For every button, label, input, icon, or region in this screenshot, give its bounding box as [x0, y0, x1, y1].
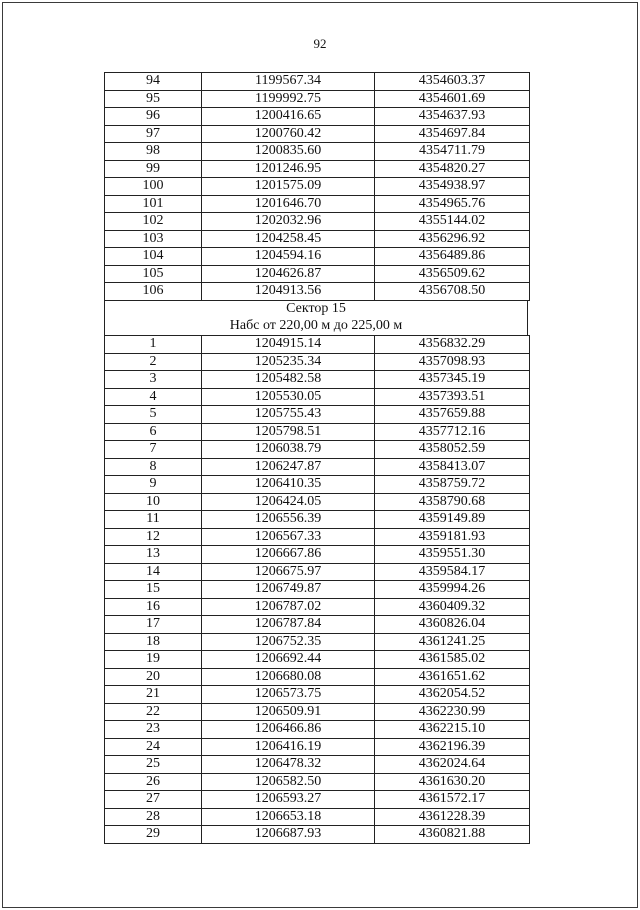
- point-number-cell: 24: [105, 738, 202, 756]
- table-row: [105, 423, 530, 441]
- point-number-cell: 16: [105, 598, 202, 616]
- y-coordinate-cell: 4356489.86: [375, 248, 530, 266]
- table-body: [105, 73, 530, 301]
- y-coordinate-cell: 4354601.69: [375, 90, 530, 108]
- table-row: [105, 371, 530, 389]
- table-row: [105, 651, 530, 669]
- x-coordinate-cell: 1202032.96: [202, 213, 375, 231]
- x-coordinate-cell: 1205482.58: [202, 371, 375, 389]
- x-coordinate-cell: 1206752.35: [202, 633, 375, 651]
- table-row: [105, 125, 530, 143]
- y-coordinate-cell: 4354820.27: [375, 160, 530, 178]
- x-coordinate-cell: 1206416.19: [202, 738, 375, 756]
- point-number-cell: 19: [105, 651, 202, 669]
- y-coordinate-cell: 4361630.20: [375, 773, 530, 791]
- y-coordinate-cell: 4358759.72: [375, 476, 530, 494]
- y-coordinate-cell: 4355144.02: [375, 213, 530, 231]
- x-coordinate-cell: 1206567.33: [202, 528, 375, 546]
- x-coordinate-cell: 1206247.87: [202, 458, 375, 476]
- x-coordinate-cell: 1206466.86: [202, 721, 375, 739]
- y-coordinate-cell: 4356832.29: [375, 336, 530, 354]
- table-row: [105, 703, 530, 721]
- point-number-cell: 14: [105, 563, 202, 581]
- sector-title: Сектор 15: [286, 301, 346, 316]
- table-row: [105, 90, 530, 108]
- y-coordinate-cell: 4361572.17: [375, 791, 530, 809]
- point-number-cell: 13: [105, 546, 202, 564]
- x-coordinate-cell: 1199992.75: [202, 90, 375, 108]
- point-number-cell: 9: [105, 476, 202, 494]
- point-number-cell: 5: [105, 406, 202, 424]
- y-coordinate-cell: 4362230.99: [375, 703, 530, 721]
- sector-subtitle: Набс от 220,00 м до 225,00 м: [229, 318, 403, 333]
- point-number-cell: 4: [105, 388, 202, 406]
- y-coordinate-cell: 4357345.19: [375, 371, 530, 389]
- y-coordinate-cell: 4359149.89: [375, 511, 530, 529]
- x-coordinate-cell: 1201246.95: [202, 160, 375, 178]
- x-coordinate-cell: 1200760.42: [202, 125, 375, 143]
- point-number-cell: 11: [105, 511, 202, 529]
- table-row: [105, 528, 530, 546]
- point-number-cell: 12: [105, 528, 202, 546]
- table-row: [105, 388, 530, 406]
- x-coordinate-cell: 1205798.51: [202, 423, 375, 441]
- table-row: [105, 336, 530, 354]
- x-coordinate-cell: 1200835.60: [202, 143, 375, 161]
- y-coordinate-cell: 4357393.51: [375, 388, 530, 406]
- table-row: [105, 213, 530, 231]
- x-coordinate-cell: 1206478.32: [202, 756, 375, 774]
- y-coordinate-cell: 4356509.62: [375, 265, 530, 283]
- point-number-cell: 15: [105, 581, 202, 599]
- point-number-cell: 103: [105, 230, 202, 248]
- point-number-cell: 27: [105, 791, 202, 809]
- point-number-cell: 28: [105, 808, 202, 826]
- y-coordinate-cell: 4354697.84: [375, 125, 530, 143]
- table-row: [105, 441, 530, 459]
- point-number-cell: 102: [105, 213, 202, 231]
- x-coordinate-cell: 1206573.75: [202, 686, 375, 704]
- x-coordinate-cell: 1206749.87: [202, 581, 375, 599]
- point-number-cell: 95: [105, 90, 202, 108]
- x-coordinate-cell: 1200416.65: [202, 108, 375, 126]
- x-coordinate-cell: 1206582.50: [202, 773, 375, 791]
- point-number-cell: 101: [105, 195, 202, 213]
- coordinates-table-sector-15: [104, 335, 530, 844]
- table-row: [105, 686, 530, 704]
- point-number-cell: 99: [105, 160, 202, 178]
- point-number-cell: 25: [105, 756, 202, 774]
- point-number-cell: 1: [105, 336, 202, 354]
- table-row: [105, 265, 530, 283]
- x-coordinate-cell: 1205530.05: [202, 388, 375, 406]
- y-coordinate-cell: 4362215.10: [375, 721, 530, 739]
- y-coordinate-cell: 4357712.16: [375, 423, 530, 441]
- x-coordinate-cell: 1206667.86: [202, 546, 375, 564]
- x-coordinate-cell: 1206787.84: [202, 616, 375, 634]
- x-coordinate-cell: 1205235.34: [202, 353, 375, 371]
- point-number-cell: 8: [105, 458, 202, 476]
- table-row: [105, 476, 530, 494]
- x-coordinate-cell: 1206680.08: [202, 668, 375, 686]
- x-coordinate-cell: 1204913.56: [202, 283, 375, 301]
- y-coordinate-cell: 4354965.76: [375, 195, 530, 213]
- table-row: [105, 73, 530, 91]
- y-coordinate-cell: 4361228.39: [375, 808, 530, 826]
- x-coordinate-cell: 1206787.02: [202, 598, 375, 616]
- point-number-cell: 98: [105, 143, 202, 161]
- table-row: [105, 738, 530, 756]
- table-row: [105, 756, 530, 774]
- point-number-cell: 7: [105, 441, 202, 459]
- y-coordinate-cell: 4357659.88: [375, 406, 530, 424]
- table-row: [105, 791, 530, 809]
- point-number-cell: 20: [105, 668, 202, 686]
- x-coordinate-cell: 1204626.87: [202, 265, 375, 283]
- table-row: [105, 108, 530, 126]
- y-coordinate-cell: 4360409.32: [375, 598, 530, 616]
- table-row: [105, 230, 530, 248]
- x-coordinate-cell: 1206653.18: [202, 808, 375, 826]
- x-coordinate-cell: 1199567.34: [202, 73, 375, 91]
- table-row: [105, 563, 530, 581]
- y-coordinate-cell: 4359181.93: [375, 528, 530, 546]
- point-number-cell: 105: [105, 265, 202, 283]
- point-number-cell: 97: [105, 125, 202, 143]
- point-number-cell: 96: [105, 108, 202, 126]
- point-number-cell: 21: [105, 686, 202, 704]
- table-body: [105, 336, 530, 844]
- table-row: [105, 458, 530, 476]
- table-row: [105, 598, 530, 616]
- table-row: [105, 773, 530, 791]
- x-coordinate-cell: 1206410.35: [202, 476, 375, 494]
- y-coordinate-cell: 4362024.64: [375, 756, 530, 774]
- x-coordinate-cell: 1206692.44: [202, 651, 375, 669]
- x-coordinate-cell: 1206675.97: [202, 563, 375, 581]
- point-number-cell: 104: [105, 248, 202, 266]
- table-row: [105, 178, 530, 196]
- sector-header: [104, 301, 528, 335]
- y-coordinate-cell: 4358052.59: [375, 441, 530, 459]
- coordinates-table-part-1: [104, 72, 530, 301]
- table-row: [105, 143, 530, 161]
- y-coordinate-cell: 4359994.26: [375, 581, 530, 599]
- point-number-cell: 106: [105, 283, 202, 301]
- y-coordinate-cell: 4359584.17: [375, 563, 530, 581]
- y-coordinate-cell: 4362196.39: [375, 738, 530, 756]
- x-coordinate-cell: 1206509.91: [202, 703, 375, 721]
- point-number-cell: 29: [105, 826, 202, 844]
- y-coordinate-cell: 4354637.93: [375, 108, 530, 126]
- point-number-cell: 100: [105, 178, 202, 196]
- table-row: [105, 546, 530, 564]
- point-number-cell: 17: [105, 616, 202, 634]
- point-number-cell: 26: [105, 773, 202, 791]
- y-coordinate-cell: 4358790.68: [375, 493, 530, 511]
- table-row: [105, 248, 530, 266]
- point-number-cell: 22: [105, 703, 202, 721]
- point-number-cell: 94: [105, 73, 202, 91]
- table-row: [105, 581, 530, 599]
- x-coordinate-cell: 1204594.16: [202, 248, 375, 266]
- table-row: [105, 668, 530, 686]
- table-row: [105, 406, 530, 424]
- table-row: [105, 160, 530, 178]
- y-coordinate-cell: 4362054.52: [375, 686, 530, 704]
- y-coordinate-cell: 4361585.02: [375, 651, 530, 669]
- table-row: [105, 511, 530, 529]
- point-number-cell: 23: [105, 721, 202, 739]
- y-coordinate-cell: 4359551.30: [375, 546, 530, 564]
- y-coordinate-cell: 4360826.04: [375, 616, 530, 634]
- point-number-cell: 18: [105, 633, 202, 651]
- y-coordinate-cell: 4357098.93: [375, 353, 530, 371]
- x-coordinate-cell: 1201575.09: [202, 178, 375, 196]
- table-row: [105, 283, 530, 301]
- x-coordinate-cell: 1206038.79: [202, 441, 375, 459]
- x-coordinate-cell: 1206424.05: [202, 493, 375, 511]
- y-coordinate-cell: 4356296.92: [375, 230, 530, 248]
- page-number: 92: [313, 36, 327, 51]
- x-coordinate-cell: 1206593.27: [202, 791, 375, 809]
- x-coordinate-cell: 1206556.39: [202, 511, 375, 529]
- x-coordinate-cell: 1205755.43: [202, 406, 375, 424]
- point-number-cell: 10: [105, 493, 202, 511]
- y-coordinate-cell: 4354711.79: [375, 143, 530, 161]
- table-row: [105, 195, 530, 213]
- point-number-cell: 2: [105, 353, 202, 371]
- table-row: [105, 353, 530, 371]
- table-row: [105, 633, 530, 651]
- x-coordinate-cell: 1204915.14: [202, 336, 375, 354]
- table-row: [105, 826, 530, 844]
- table-row: [105, 808, 530, 826]
- point-number-cell: 6: [105, 423, 202, 441]
- y-coordinate-cell: 4361651.62: [375, 668, 530, 686]
- point-number-cell: 3: [105, 371, 202, 389]
- y-coordinate-cell: 4356708.50: [375, 283, 530, 301]
- y-coordinate-cell: 4361241.25: [375, 633, 530, 651]
- y-coordinate-cell: 4354938.97: [375, 178, 530, 196]
- y-coordinate-cell: 4358413.07: [375, 458, 530, 476]
- table-row: [105, 721, 530, 739]
- table-row: [105, 493, 530, 511]
- x-coordinate-cell: 1201646.70: [202, 195, 375, 213]
- x-coordinate-cell: 1204258.45: [202, 230, 375, 248]
- y-coordinate-cell: 4360821.88: [375, 826, 530, 844]
- table-row: [105, 616, 530, 634]
- y-coordinate-cell: 4354603.37: [375, 73, 530, 91]
- x-coordinate-cell: 1206687.93: [202, 826, 375, 844]
